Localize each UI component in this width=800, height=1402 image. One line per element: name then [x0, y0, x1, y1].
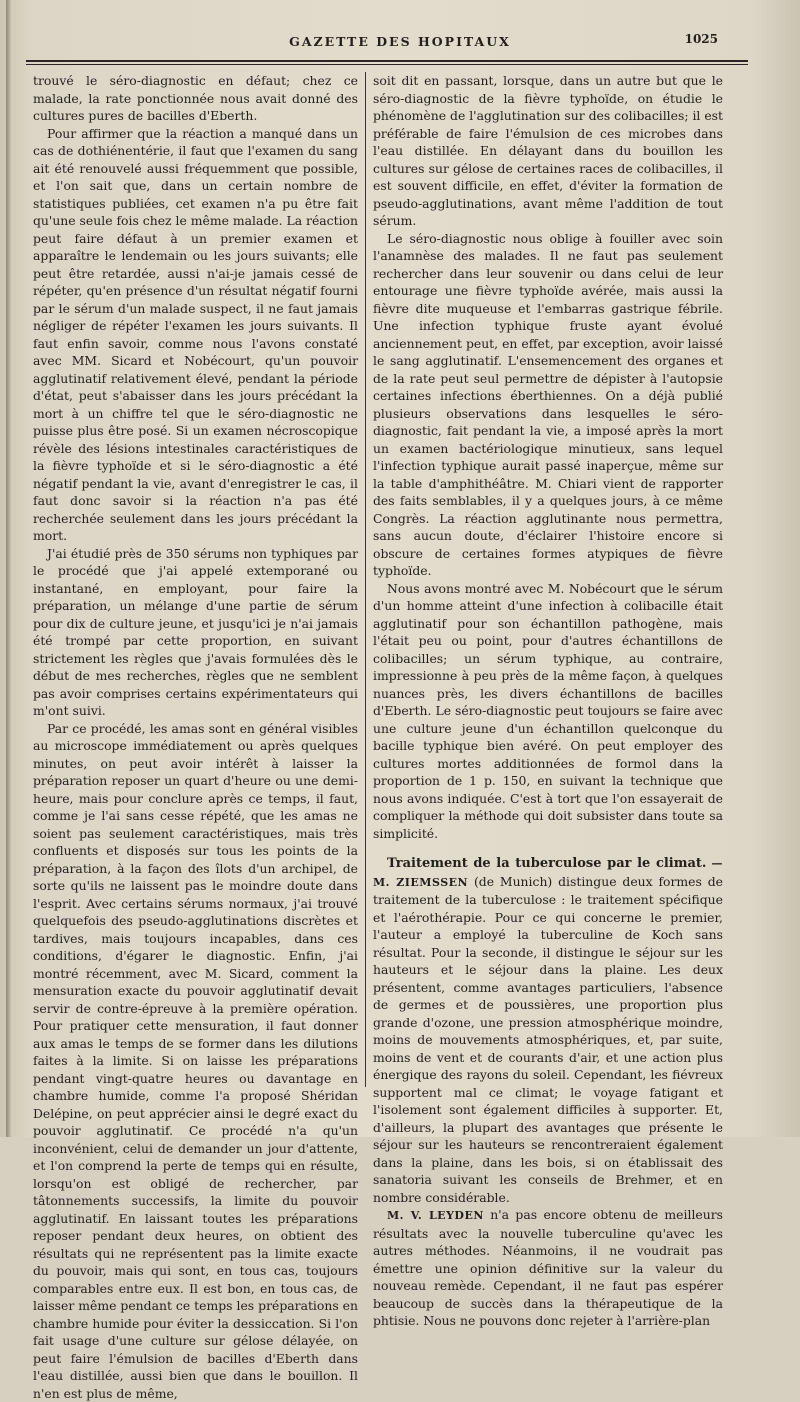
paragraph-text: n'a pas encore obtenu de meilleurs résultats avec la nouvelle tuberculine qu'avec les autres méthodes. Néanmoins, il ne voudrait pas émettre une opinion définitive sur la valeur du nouveau remède. Cependant, il ne faut pas espérer beaucoup de succès dans la thérapeutique de la phtisie. Nous ne pouvons donc rejeter à l'arrière-plan	[373, 1207, 723, 1328]
paragraph: soit dit en passant, lorsque, dans un autre but que le séro-diagnostic de la fièvre typhoïde, on étudie le phénomène de l'agglutination sur des colibacilles; il est préférable de faire l'émulsion de ces microbes dans l'eau distillée. En délayant dans du bouillon les cultures sur gélose de certaines races de colibacilles, il est souvent difficile, en effet, d'éviter la formation de pseudo-agglutinations, avant même l'addition de tout sérum.	[373, 72, 723, 230]
paragraph	[373, 1206, 723, 1330]
header-rule	[26, 60, 748, 65]
paragraph-author: M. V. LEYDEN	[387, 1209, 484, 1222]
running-head	[0, 30, 800, 50]
section-paragraph	[373, 854, 723, 1206]
page-gutter-shadow	[6, 0, 11, 1137]
section-text: (de Munich) distingue deux formes de traitement de la tuberculose : le traitement spécifique et l'aérothérapie. Pour ce qui concerne le premier, l'auteur a employé la tuberculine de Koch sans résultat. Pour la seconde, il distingue le séjour sur les hauteurs et le séjour dans la plaine. Les deux présentent, comme avantages particuliers, l'absence de germes et de poussières, une proportion plus grande d'ozone, une pression atmosphérique moindre, moins de mouvements atmosphériques, et, par suite, moins de vent et de courants d'air, et une action plus énergique des rayons du soleil. Cependant, les fiévreux supportent mal ce climat; le voyage fatigant et l'isolement sont également difficiles à supporter. Et, d'ailleurs, la plupart des avantages que présente le séjour sur les hauteurs se rencontreraient également dans la plaine, dans les bois, si on établissait des sanatoria suivant les conseils de Brehmer, et en nombre considérable.	[373, 874, 723, 1205]
paragraph: Par ce procédé, les amas sont en général visibles au microscope immédiatement ou après quelques minutes, on peut avoir intérêt à laisser la préparation reposer un quart d'heure ou une demi-heure, mais pour conclure après ce temps, il faut, comme je l'ai sans cesse répété, que les amas ne soient pas seulement caractéristiques, mais très confluents et disposés sur tous les points de la préparation, à la façon des îlots d'un archipel, de sorte qu'ils ne laissent pas le moindre doute dans l'esprit. Avec certains sérums normaux, j'ai trouvé quelquefois des pseudo-agglutinations discrètes et tardives, mais toujours incapables, dans ces conditions, d'égarer le diagnostic. Enfin, j'ai montré récemment, avec M. Sicard, comment la mensuration exacte du pouvoir agglutinatif devait servir de contre-épreuve à la première opération. Pour pratiquer cette mensuration, il faut donner aux amas le temps de se former dans les dilutions faites à la limite. Si on laisse les préparations pendant vingt-quatre heures ou davantage en chambre humide, comme l'a proposé Shéridan Delépine, on peut apprécier ainsi le degré exact du pouvoir agglutinatif. Ce procédé n'a qu'un inconvénient, celui de demander un jour d'attente, et l'on comprend la perte de temps qui en résulte, lorsqu'on est obligé de rechercher, par tâtonnements successifs, la limite du pouvoir agglutinatif. En laissant toutes les préparations reposer pendant deux heures, on obtient des résultats qui ne représentent pas la limite exacte du pouvoir, mais qui sont, en tous cas, toujours comparables entre eux. Il est bon, en tous cas, de laisser même pendant ce temps les préparations en chambre humide pour éviter la dessiccation. Si l'on fait usage d'une culture sur gélose délayée, on peut faire l'émulsion de bacilles d'Eberth dans l'eau distillée, aussi bien que dans le bouillon. Il n'en est plus de même,	[33, 720, 358, 1402]
left-column	[33, 72, 358, 1402]
section-title: Traitement de la tuberculose par le climat.	[387, 856, 706, 871]
journal-title: GAZETTE DES HOPITAUX	[0, 34, 800, 49]
page-number: 1025	[685, 32, 718, 46]
paragraph: Le séro-diagnostic nous oblige à fouiller avec soin l'anamnèse des malades. Il ne faut pas seulement rechercher dans leur souvenir ou dans celui de leur entourage une fièvre typhoïde avérée, mais aussi la fièvre dite muqueuse et l'embarras gastrique fébrile. Une infection typhique fruste ayant évolué anciennement peut, en effet, par exception, avoir laissé le sang agglutinatif. L'ensemencement des organes et de la rate peut seul permettre de dépister à l'autopsie certaines infections éberthiennes. On a déjà publié plusieurs observations dans lesquelles le séro-diagnostic, fait pendant la vie, a imposé après la mort un examen bactériologique minutieux, sans lequel l'infection typhique aurait passé inaperçue, même sur la table d'amphithéâtre. M. Chiari vient de rapporter des faits semblables, il y a quelques jours, à ce même Congrès. La réaction agglutinante nous permettra, sans aucun doute, d'éclairer l'histoire encore si obscure de certaines formes atypiques de fièvre typhoïde.	[373, 230, 723, 580]
right-column	[373, 72, 723, 1330]
section-spacer	[373, 842, 723, 854]
paragraph: Pour affirmer que la réaction a manqué dans un cas de dothiénentérie, il faut que l'examen du sang ait été renouvelé aussi fréquemment que possible, et l'on sait que, dans un certain nombre de statistiques publiées, cet examen n'a pu être fait qu'une seule fois chez le même malade. La réaction peut faire défaut à un premier examen et apparaître le lendemain ou les jours suivants; elle peut être retardée, aussi n'ai-je jamais cessé de répéter, qu'en présence d'un résultat négatif fourni par le sérum d'un malade suspect, il ne faut jamais négliger de répéter l'examen les jours suivants. Il faut enfin savoir, comme nous l'avons constaté avec MM. Sicard et Nobécourt, qu'un pouvoir agglutinatif relativement élevé, pendant la période d'état, peut s'abaisser dans les jours précédant la mort à un chiffre tel que le séro-diagnostic ne puisse plus être posé. Si un examen nécroscopique révèle des lésions intestinales caractéristiques de la fièvre typhoïde et si le séro-diagnostic a été négatif pendant la vie, avant d'enregistrer le cas, il faut donc savoir si la réaction n'a pas été recherchée seulement dans les jours précédant la mort.	[33, 125, 358, 545]
section-author: — M. ZIEMSSEN	[373, 857, 723, 889]
column-divider	[365, 72, 366, 1087]
paragraph: J'ai étudié près de 350 sérums non typhiques par le procédé que j'ai appelé extemporané ou instantané, en employant, pour faire la préparation, un mélange d'une partie de sérum pour dix de culture jeune, et jusqu'ici je n'ai jamais été trompé par cette proportion, en suivant strictement les règles que j'avais formulées dès le début de mes recherches, règles que ne semblent pas avoir comprises certains expérimentateurs qui m'ont suivi.	[33, 545, 358, 720]
paragraph: Nous avons montré avec M. Nobécourt que le sérum d'un homme atteint d'une infection à colibacille était agglutinatif pour son échantillon pathogène, mais l'était peu ou point, pour d'autres échantillons de colibacilles; un sérum typhique, au contraire, impressionne à peu près de la même façon, à quelques nuances près, les divers échantillons de bacilles d'Eberth. Le séro-diagnostic peut toujours se faire avec une culture jeune d'un échantillon quelconque du bacille typhique bien avéré. On peut employer des cultures mortes additionnées de formol dans la proportion de 1 p. 150, en suivant la technique que nous avons indiquée. C'est à tort que l'on essayerait de compliquer la méthode qui doit subsister dans toute sa simplicité.	[373, 580, 723, 843]
paragraph: trouvé le séro-diagnostic en défaut; chez ce malade, la rate ponctionnée nous avait donné des cultures pures de bacilles d'Eberth.	[33, 72, 358, 125]
